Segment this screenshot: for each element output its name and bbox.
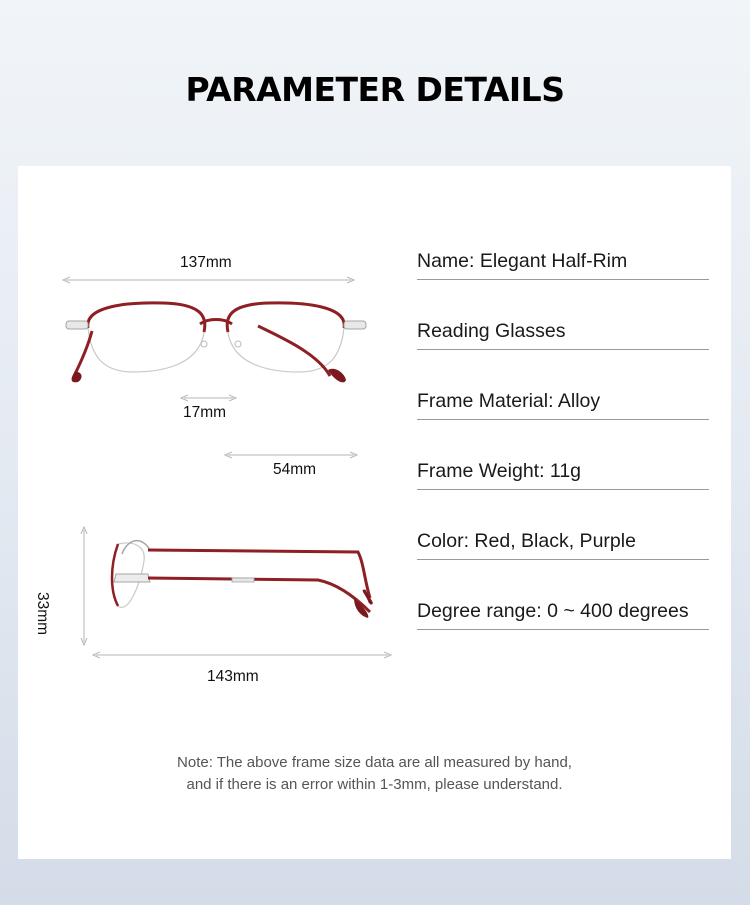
nose-pad-left [201, 341, 207, 347]
hinge-left [66, 321, 88, 329]
glasses-front-view [66, 303, 366, 383]
spec-row-weight [417, 444, 709, 514]
note-line-2: and if there is an error within 1-3mm, please understand. [186, 776, 563, 793]
spec-text: Reading Glasses [417, 320, 566, 342]
spec-text: Color: Red, Black, Purple [417, 530, 636, 552]
spec-list [417, 234, 709, 654]
temple-left-folded [74, 331, 92, 376]
parameter-card [18, 166, 731, 859]
spec-text: Frame Weight: 11g [417, 460, 582, 482]
spec-divider [417, 559, 709, 560]
side-temple-upper [148, 550, 370, 598]
spec-row-degree [417, 584, 709, 654]
spec-divider [417, 629, 709, 630]
spec-row-color [417, 514, 709, 584]
dimension-lens-width: 54mm [273, 461, 317, 478]
spec-text: Frame Material: Alloy [417, 390, 601, 412]
dimension-total-width: 137mm [180, 254, 232, 271]
dimension-temple-length: 143mm [207, 668, 259, 685]
spec-row-type [417, 304, 709, 374]
right-rim [227, 303, 344, 332]
spec-row-material [417, 374, 709, 444]
page-title: PARAMETER DETAILS [185, 70, 565, 109]
hinge-right [344, 321, 366, 329]
nose-pad-right [235, 341, 241, 347]
glasses-side-view [112, 541, 371, 618]
right-lens [227, 303, 344, 372]
temple-tip-left [72, 372, 82, 382]
side-temple-accent [232, 578, 254, 582]
spec-divider [417, 349, 709, 350]
left-rim [88, 303, 205, 332]
spec-divider [417, 279, 709, 280]
side-hinge [114, 574, 150, 582]
note-line-1: Note: The above frame size data are all measured by hand, [177, 754, 572, 771]
spec-divider [417, 419, 709, 420]
spec-divider [417, 489, 709, 490]
dimension-bridge: 17mm [183, 404, 227, 421]
spec-text: Name: Elegant Half-Rim [417, 250, 628, 272]
left-lens [88, 303, 205, 372]
measurement-note [18, 752, 731, 796]
dimension-lens-height: 33mm [34, 592, 51, 636]
spec-row-name [417, 234, 709, 304]
side-temple-lower [148, 578, 370, 612]
spec-text: Degree range: 0 ~ 400 degrees [417, 600, 689, 622]
